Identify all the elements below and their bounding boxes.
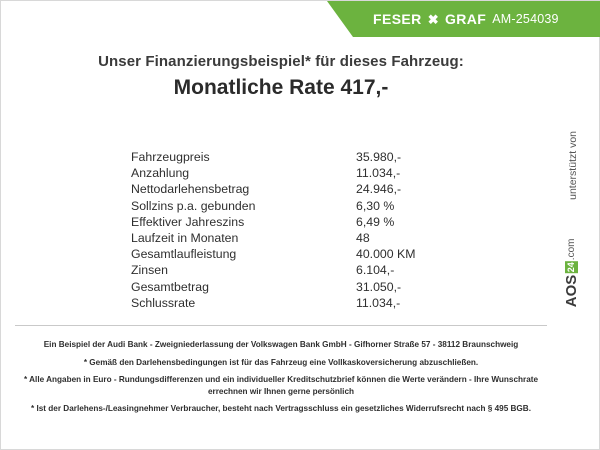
aos24-logo-suffix: .com [566, 239, 577, 261]
row-value: 48 [356, 231, 370, 246]
footnote-insurance: * Gemäß den Darlehensbedingungen ist für das Fahrzeug eine Vollkaskoversicherung abzuschließen. [83, 357, 479, 367]
row-label: Laufzeit in Monaten [131, 231, 239, 246]
row-label: Sollzins p.a. gebunden [131, 198, 256, 213]
row-label: Gesamtlaufleistung [131, 247, 237, 262]
aos24-logo [563, 239, 580, 307]
table-row [131, 214, 461, 230]
table-row [131, 295, 461, 311]
aos24-logo-main: AOS [563, 274, 580, 308]
row-label: Fahrzeugpreis [131, 150, 210, 164]
row-label: Effektiver Jahreszins [131, 214, 245, 229]
table-row [131, 279, 461, 295]
row-value: 11.034,- [356, 295, 401, 310]
footnote-bank: Ein Beispiel der Audi Bank - Zweigniederlassung der Volkswagen Bank GmbH - Gifhorner Straße 57 - 38112 Braunschweig [43, 340, 519, 349]
brand-name-primary: FESER [373, 11, 422, 27]
listing-id: AM-254039 [492, 12, 559, 26]
title-subline: Unser Finanzierungsbeispiel* für dieses Fahrzeug: [98, 53, 464, 70]
row-label: Anzahlung [131, 166, 190, 181]
monthly-rate-headline: Monatliche Rate 417,- [173, 76, 389, 99]
row-value: 6.104,- [356, 263, 395, 278]
row-label: Zinsen [131, 263, 168, 278]
table-row [131, 198, 461, 214]
page-title [1, 53, 561, 100]
table-row [131, 230, 461, 246]
row-value: 24.946,- [356, 182, 402, 197]
table-row [131, 262, 461, 278]
header-bar [1, 1, 600, 37]
footnote-currency: * Alle Angaben in Euro - Rundungsdifferenzen und ein individueller Kreditschutzbrief können die Werte verändern - Ihre Wunschrate errechnen wir Ihnen gerne persönlich [23, 375, 539, 396]
section-divider [15, 325, 547, 326]
row-label: Schlussrate [131, 295, 196, 310]
aos24-logo-badge: 24 [566, 262, 576, 273]
row-label: Nettodarlehensbetrag [131, 182, 250, 197]
dealer-brand [373, 1, 559, 37]
row-value: 6,49 % [356, 214, 395, 229]
brand-cross-icon: ✖ [427, 11, 439, 27]
supported-by-label: unterstützt von [567, 131, 579, 200]
table-row [131, 246, 461, 262]
table-row [131, 181, 461, 197]
row-value: 6,30 % [356, 198, 395, 213]
row-label: Gesamtbetrag [131, 279, 209, 294]
finance-table [131, 149, 461, 311]
supported-by-credit [561, 131, 595, 331]
table-row [131, 165, 461, 181]
brand-name-secondary: GRAF [444, 11, 487, 27]
row-value: 40.000 KM [356, 247, 416, 262]
row-value: 31.050,- [356, 279, 402, 294]
footnote-withdrawal: * Ist der Darlehens-/Leasingnehmer Verbraucher, besteht nach Vertragsschluss ein gesetzliches Widerrufsrecht nach § 495 BGB. [30, 404, 531, 413]
footnotes [19, 339, 543, 421]
row-value: 35.980,- [356, 150, 402, 164]
row-value: 11.034,- [356, 166, 401, 181]
table-row [131, 149, 461, 165]
